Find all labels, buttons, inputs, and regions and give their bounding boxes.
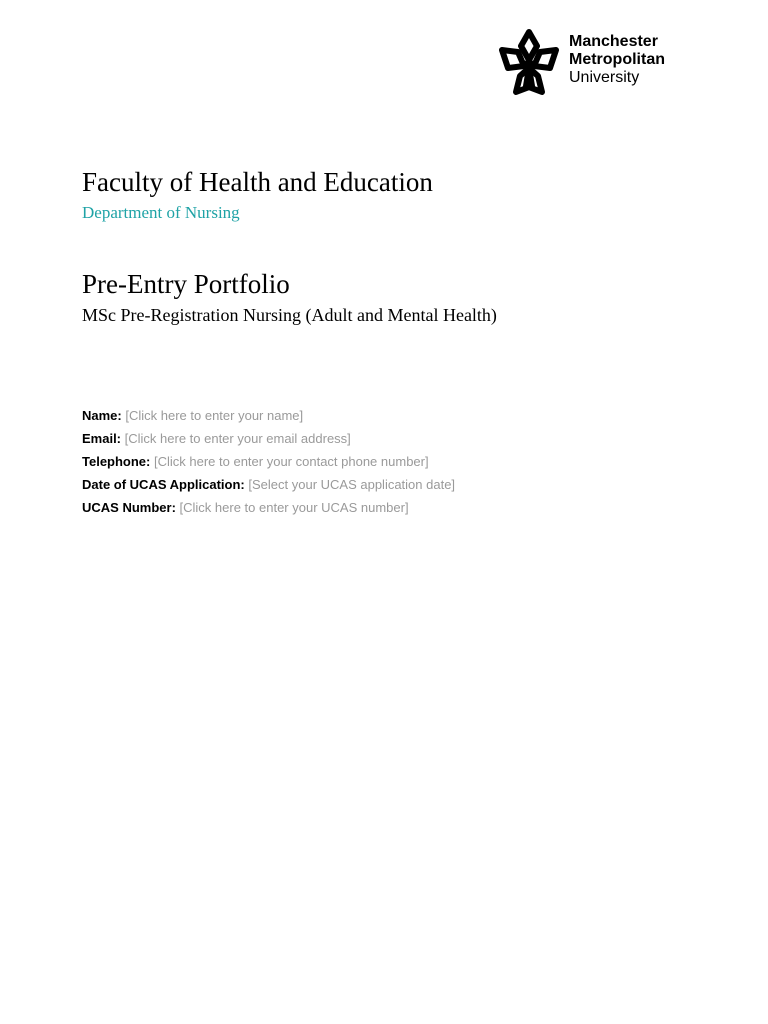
email-label: Email: bbox=[82, 431, 122, 446]
email-field[interactable]: [Click here to enter your email address] bbox=[124, 431, 351, 446]
telephone-field[interactable]: [Click here to enter your contact phone number] bbox=[154, 454, 429, 469]
ucas-number-field[interactable]: [Click here to enter your UCAS number] bbox=[179, 500, 409, 515]
ucas-number-row bbox=[82, 496, 455, 519]
portfolio-subtitle: MSc Pre-Registration Nursing (Adult and Mental Health) bbox=[82, 305, 497, 325]
university-logo bbox=[494, 28, 700, 102]
ucas-date-picker[interactable]: [Select your UCAS application date] bbox=[248, 477, 456, 492]
university-logo-wordmark bbox=[569, 33, 665, 87]
ucas-number-label: UCAS Number: bbox=[82, 500, 176, 515]
faculty-title: Faculty of Health and Education bbox=[82, 167, 433, 197]
telephone-row bbox=[82, 450, 455, 473]
name-field[interactable]: [Click here to enter your name] bbox=[125, 408, 304, 423]
name-label: Name: bbox=[82, 408, 122, 423]
logo-line-2: Metropolitan bbox=[569, 51, 665, 68]
name-row bbox=[82, 404, 455, 427]
logo-line-1: Manchester bbox=[569, 33, 658, 50]
ucas-date-row bbox=[82, 473, 455, 496]
university-logo-icon bbox=[494, 28, 564, 100]
logo-line-3: University bbox=[569, 69, 640, 86]
ucas-date-label: Date of UCAS Application: bbox=[82, 477, 245, 492]
applicant-details-form bbox=[82, 404, 455, 519]
email-row bbox=[82, 427, 455, 450]
department-subtitle: Department of Nursing bbox=[82, 203, 240, 222]
portfolio-title: Pre-Entry Portfolio bbox=[82, 269, 290, 299]
telephone-label: Telephone: bbox=[82, 454, 151, 469]
